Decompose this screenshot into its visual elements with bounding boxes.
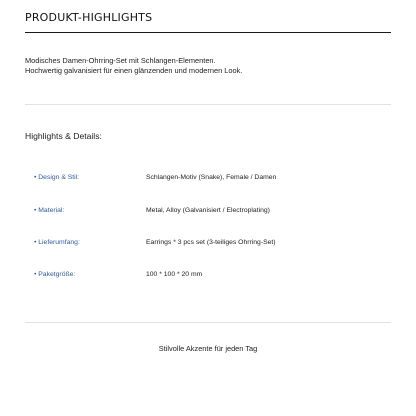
divider: [25, 322, 391, 323]
detail-value: Earrings * 3 pcs set (3-teiliges Ohrring-Set): [146, 239, 276, 246]
footer-tagline: Stilvolle Akzente für jeden Tag: [158, 344, 258, 353]
detail-row-delivery: [34, 239, 394, 251]
detail-label: • Lieferumfang:: [34, 239, 80, 246]
detail-row-package-size: [34, 271, 394, 283]
title-divider: [25, 32, 391, 33]
details-heading: Highlights & Details:: [25, 131, 102, 141]
intro-line: Hochwertig galvanisiert für einen glänzenden und modernen Look.: [25, 65, 243, 75]
divider: [25, 104, 391, 105]
detail-value: 100 * 100 * 20 mm: [146, 271, 203, 278]
detail-row-material: [34, 207, 394, 219]
detail-label: • Design & Stil:: [34, 174, 80, 181]
detail-value: Schlangen-Motiv (Snake), Female / Damen: [146, 174, 277, 181]
detail-row-design: [34, 174, 394, 186]
intro-line: Modisches Damen-Ohrring-Set mit Schlangen-Elementen.: [25, 56, 216, 65]
detail-label: • Paketgröße:: [34, 271, 76, 278]
intro-text: [25, 56, 391, 75]
detail-value: Metal, Alloy (Galvanisiert / Electroplating): [146, 207, 270, 214]
section-title: PRODUKT-HIGHLIGHTS: [25, 11, 153, 24]
detail-label: • Material:: [34, 207, 65, 214]
